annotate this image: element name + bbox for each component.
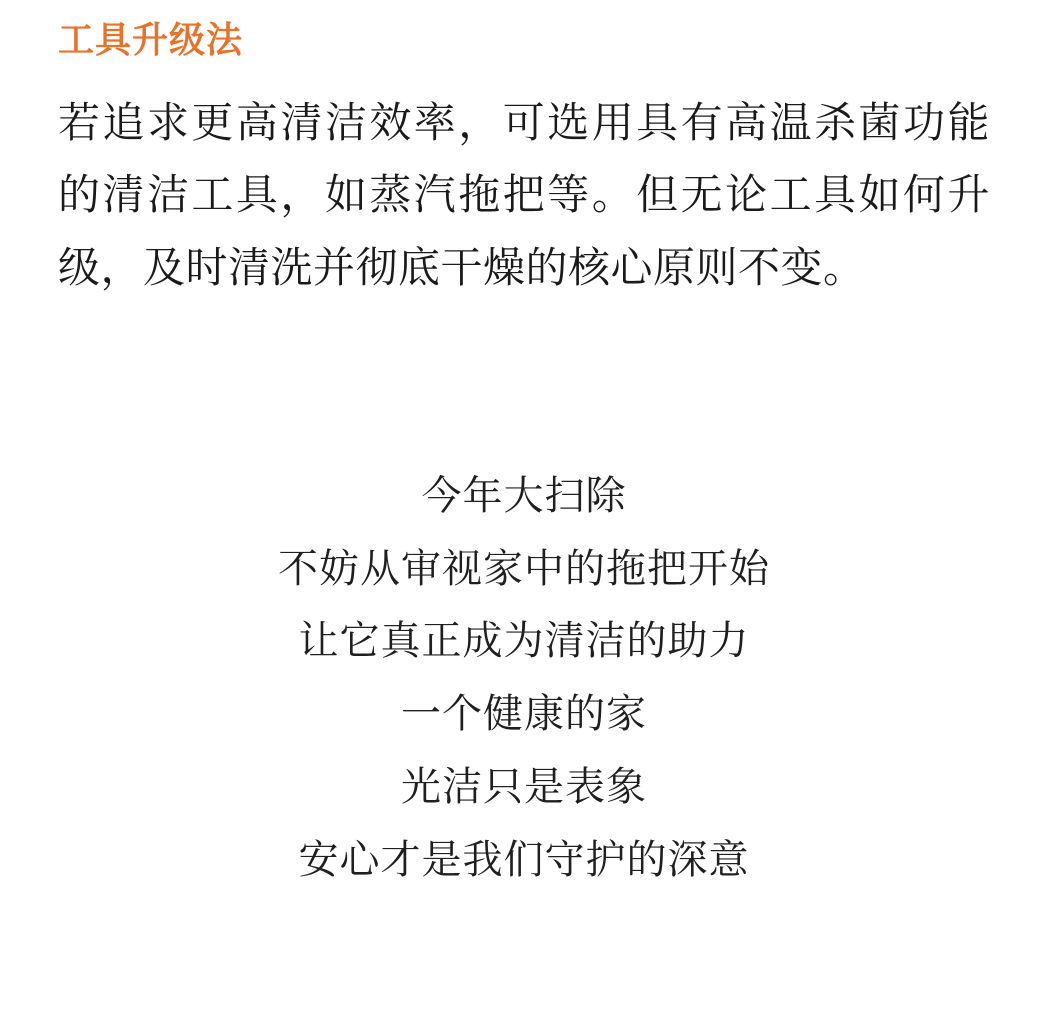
closing-block — [58, 454, 990, 897]
body-paragraph: 若追求更高清洁效率，可选用具有高温杀菌功能的清洁工具，如蒸汽拖把等。但无论工具如何升级，及时清洗并彻底干燥的核心原则不变。 — [58, 99, 990, 291]
closing-line: 安心才是我们守护的深意 — [298, 837, 750, 882]
section-heading: 工具升级法 — [58, 19, 244, 60]
closing-line: 今年大扫除 — [421, 473, 627, 518]
closing-line: 一个健康的家 — [401, 692, 647, 737]
closing-line: 光洁只是表象 — [401, 765, 647, 810]
closing-line: 不妨从审视家中的拖把开始 — [278, 546, 770, 591]
vertical-spacer — [58, 304, 990, 454]
closing-line: 让它真正成为清洁的助力 — [298, 619, 750, 664]
